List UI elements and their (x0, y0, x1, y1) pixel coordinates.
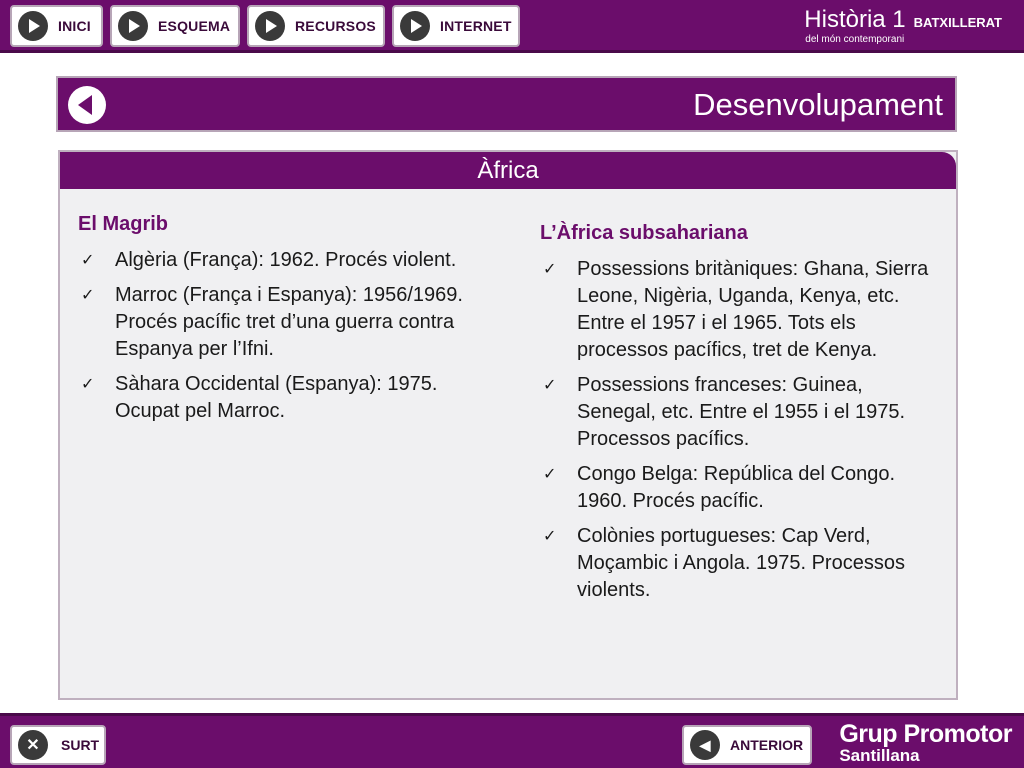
esquema-label: ESQUEMA (158, 18, 231, 34)
publisher-logo (839, 720, 1012, 766)
list-item (78, 282, 498, 363)
section-title: Àfrica (60, 152, 956, 189)
inici-button[interactable] (10, 5, 103, 47)
list-item-text: Congo Belga: República del Congo. 1960. Procés pacífic. (577, 463, 895, 512)
exit-label: SURT (61, 737, 100, 753)
checkmark-icon: ✓ (81, 287, 95, 304)
brand-subtitle: BATXILLERAT (913, 15, 1002, 30)
list-item-text: Sàhara Occidental (Espanya): 1975. Ocupat pel Marroc. (115, 373, 438, 422)
checkmark-icon: ✓ (81, 252, 95, 269)
back-arrow-icon: ◀ (690, 730, 720, 760)
list-item (78, 371, 498, 425)
checkmark-icon: ✓ (543, 377, 557, 394)
checkmark-icon: ✓ (543, 528, 557, 545)
top-navigation-bar (0, 0, 1024, 53)
right-column (540, 220, 940, 612)
internet-button[interactable] (392, 5, 520, 47)
brand-logo (804, 6, 1002, 45)
checkmark-icon: ✓ (81, 376, 95, 393)
back-arrow-icon[interactable] (68, 86, 106, 124)
esquema-button[interactable] (110, 5, 240, 47)
logo-line1: Grup Promotor (839, 720, 1012, 748)
checkmark-icon: ✓ (543, 466, 557, 483)
play-icon (400, 11, 430, 41)
inici-label: INICI (58, 18, 91, 34)
previous-button[interactable] (682, 725, 812, 765)
right-column-heading: L’Àfrica subsahariana (540, 222, 748, 244)
left-column (78, 211, 498, 433)
page-header (56, 76, 957, 132)
brand-tagline: del món contemporani (805, 34, 905, 45)
left-column-list (78, 247, 498, 425)
list-item (540, 256, 940, 364)
previous-label: ANTERIOR (730, 737, 804, 753)
list-item-text: Marroc (França i Espanya): 1956/1969. Procés pacífic tret d’una guerra contra Espanya per l’Ifni. (115, 284, 463, 360)
right-column-list (540, 256, 940, 604)
close-icon: ✕ (18, 730, 48, 760)
bottom-bar (0, 713, 1024, 768)
recursos-label: RECURSOS (295, 18, 376, 34)
internet-label: INTERNET (440, 18, 512, 34)
recursos-button[interactable] (247, 5, 385, 47)
left-column-heading: El Magrib (78, 213, 169, 235)
checkmark-icon: ✓ (543, 261, 557, 278)
list-item (540, 461, 940, 515)
list-item (540, 372, 940, 453)
list-item-text: Possessions britàniques: Ghana, Sierra Leone, Nigèria, Uganda, Kenya, etc. Entre el 1957 i el 1965. Tots els processos pacífics, tret de Kenya. (577, 258, 929, 361)
list-item-text: Algèria (França): 1962. Procés violent. (115, 249, 457, 271)
logo-line2: Santillana (839, 746, 920, 765)
list-item-text: Colònies portugueses: Cap Verd, Moçambic i Angola. 1975. Processos violents. (577, 525, 905, 601)
exit-button[interactable] (10, 725, 106, 765)
list-item-text: Possessions franceses: Guinea, Senegal, etc. Entre el 1955 i el 1975. Processos pacífics. (577, 374, 906, 450)
play-icon (118, 11, 148, 41)
list-item (540, 523, 940, 604)
list-item (78, 247, 498, 274)
play-icon (18, 11, 48, 41)
page-title: Desenvolupament (693, 87, 943, 122)
brand-title: Història 1 (804, 6, 906, 33)
play-icon (255, 11, 285, 41)
